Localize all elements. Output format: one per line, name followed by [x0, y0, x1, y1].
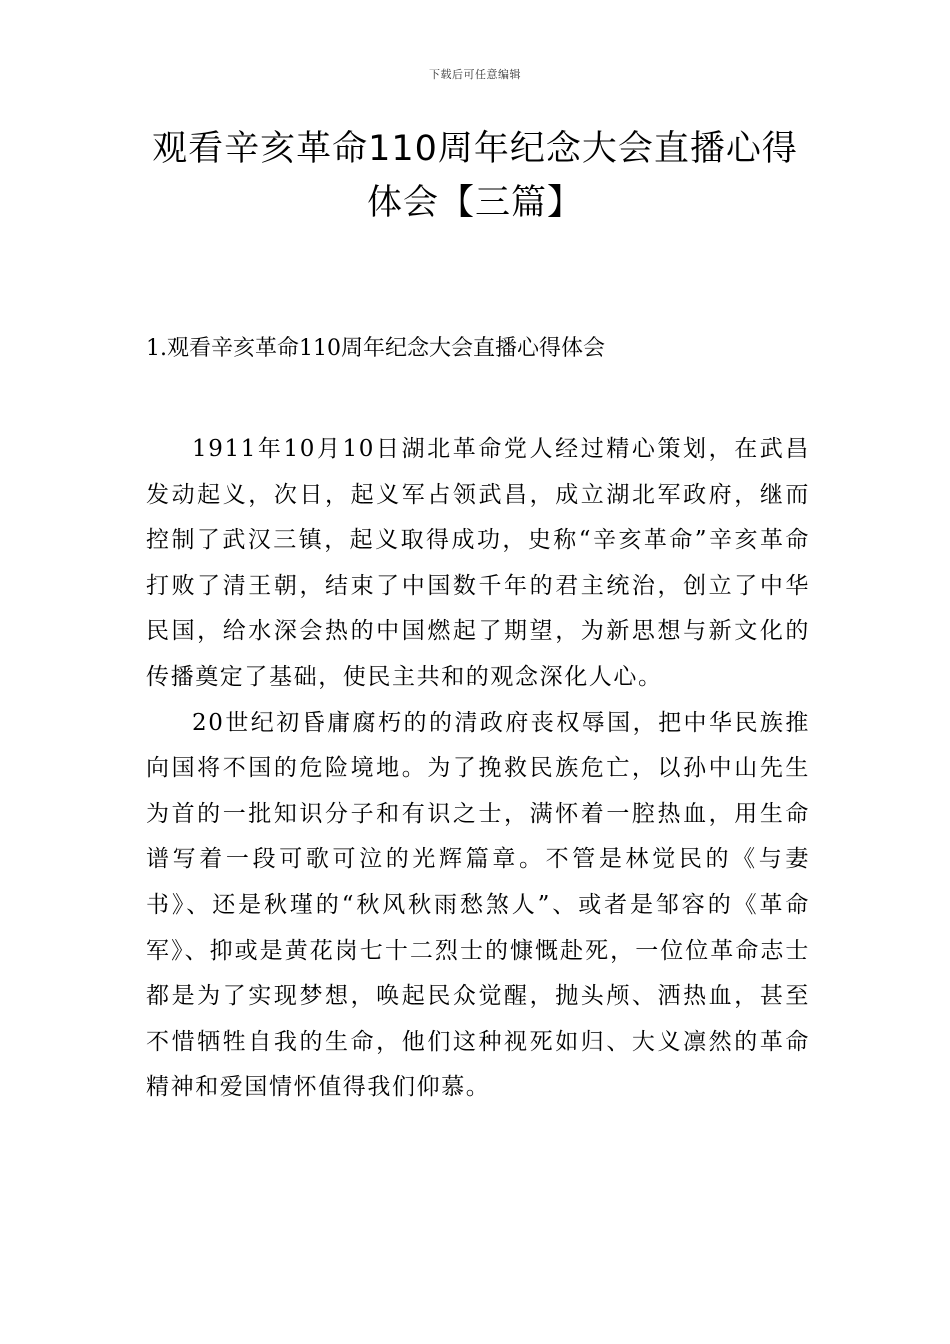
article-body	[146, 427, 810, 1111]
document-title-line-2: 体会【三篇】	[366, 183, 583, 223]
document-title-line-1: 观看辛亥革命110周年纪念大会直播心得	[152, 129, 798, 169]
paragraph-1: 1911年10月10日湖北革命党人经过精心策划，在武昌发动起义，次日，起义军占领武昌，成立湖北军政府，继而控制了武汉三镇，起义取得成功，史称“辛亥革命”辛亥革命打败了清王朝，结束了中国数千年的君主统治，创立了中华民国，给水深会热的中国燃起了期望，为新思想与新文化的传播奠定了基础，使民主共和的观念深化人心。	[146, 436, 810, 690]
paragraph-2: 20世纪初昏庸腐朽的的清政府丧权辱国，把中华民族推向国将不国的危险境地。为了挽救民族危亡，以孙中山先生为首的一批知识分子和有识之士，满怀着一腔热血，用生命谱写着一段可歌可泣的光辉篇章。不管是林觉民的《与妻书》、还是秋瑾的“秋风秋雨愁煞人”、或者是邹容的《革命军》、抑或是黄花岗七十二烈士的慷慨赴死，一位位革命志士都是为了实现梦想，唤起民众觉醒，抛头颅、洒热血，甚至不惜牺牲自我的生命，他们这种视死如归、大义凛然的革命精神和爱国情怀值得我们仰慕。	[146, 709, 810, 1101]
download-note: 下载后可任意编辑	[429, 68, 521, 81]
section-heading: 1.观看辛亥革命110周年纪念大会直播心得体会	[146, 336, 605, 361]
document-title	[120, 122, 830, 230]
